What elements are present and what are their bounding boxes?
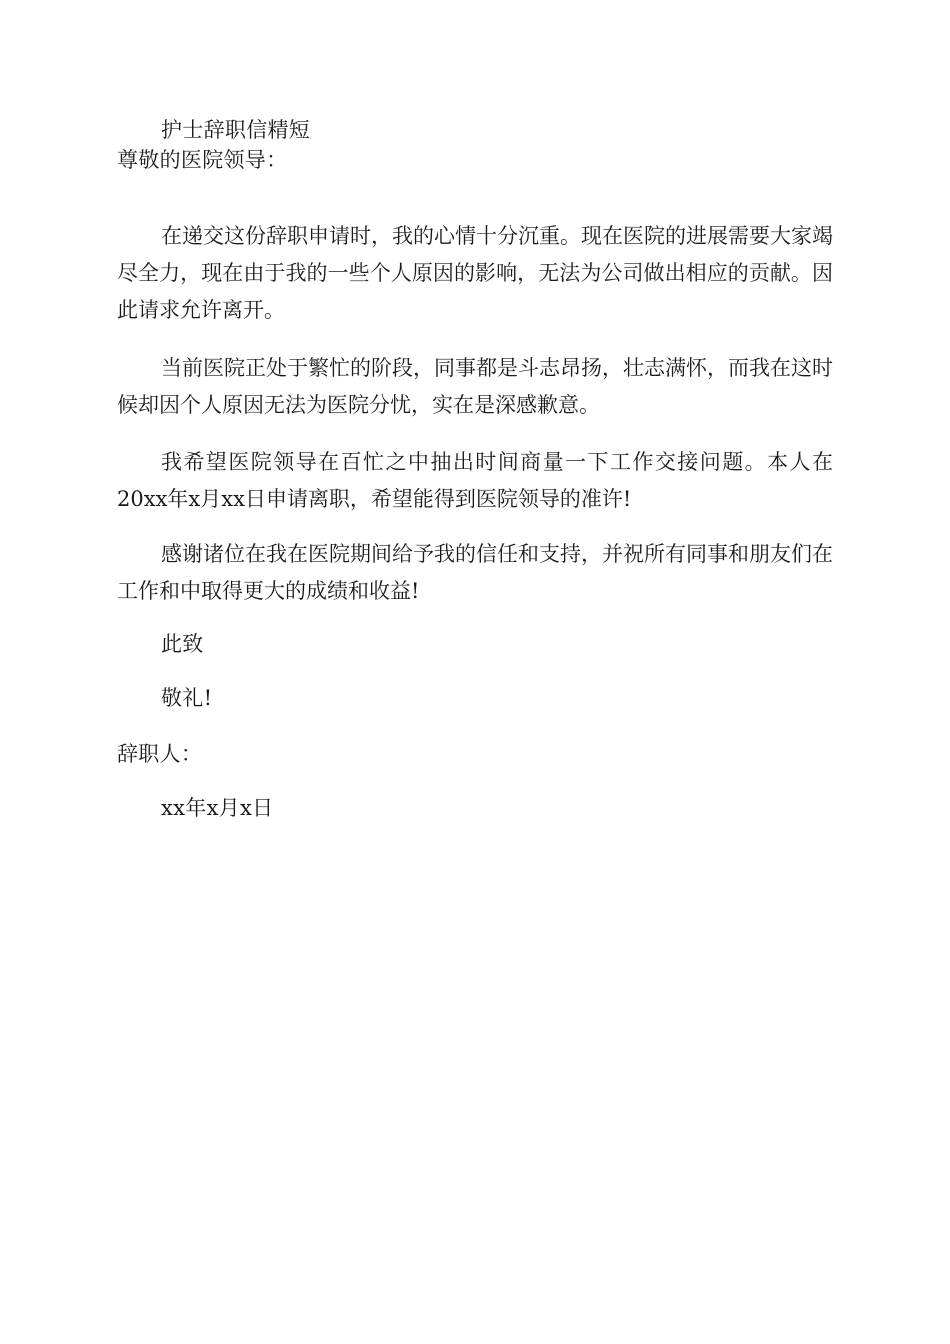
salutation: 尊敬的医院领导： xyxy=(117,148,288,172)
body-paragraph-1: 在递交这份辞职申请时，我的心情十分沉重。现在医院的进展需要大家竭尽全力，现在由于我的一些个人原因的影响，无法为公司做出相应的贡献。因此请求允许离开。 xyxy=(117,224,833,322)
document-title: 护士辞职信精短 xyxy=(161,118,311,142)
body-paragraph-4: 感谢诸位在我在医院期间给予我的信任和支持，并祝所有同事和朋友们在工作和中取得更大的成绩和收益! xyxy=(117,542,833,603)
signature-date: xx年x月x日 xyxy=(161,796,274,820)
body-paragraph-2: 当前医院正处于繁忙的阶段，同事都是斗志昂扬，壮志满怀，而我在这时候却因个人原因无法为医院分忧，实在是深感歉意。 xyxy=(117,356,833,417)
body-paragraph-3: 我希望医院领导在百忙之中抽出时间商量一下工作交接问题。本人在20xx年x月xx日申请离职，希望能得到医院领导的准许! xyxy=(117,450,833,511)
closing-line-1: 此致 xyxy=(161,632,204,656)
signer-label: 辞职人： xyxy=(117,742,203,766)
closing-line-2: 敬礼! xyxy=(161,686,213,710)
